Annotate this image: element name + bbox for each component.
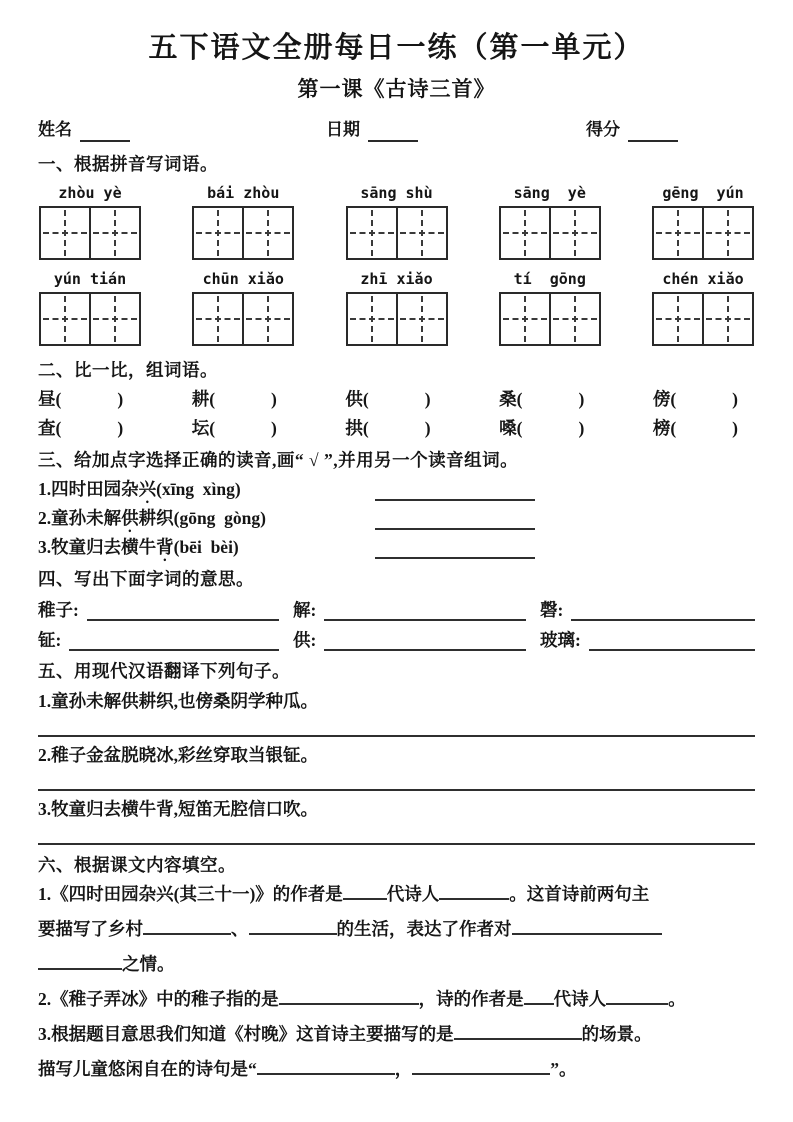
paren-close: ) bbox=[732, 389, 738, 409]
fill-text: 、 bbox=[231, 919, 249, 939]
compare-char: 查 bbox=[38, 418, 56, 438]
section-3-heading: 三、给加点字选择正确的读音,画“ √ ”,并用另一个读音组词。 bbox=[38, 450, 519, 470]
section-5-heading: 五、用现代汉语翻译下列句子。 bbox=[38, 661, 290, 681]
fill-text: 1.《四时田园杂兴(其三十一)》的作者是 bbox=[38, 884, 343, 904]
paren-open: ( bbox=[362, 418, 369, 438]
pinyin-label: yún tián bbox=[53, 270, 127, 288]
grid-cell bbox=[549, 208, 599, 258]
answer-gap[interactable] bbox=[215, 436, 271, 440]
pinyin-label: gēng yún bbox=[662, 184, 744, 202]
date-label: 日期 bbox=[326, 120, 360, 139]
compare-item bbox=[192, 387, 277, 411]
fill-item-1-line-3 bbox=[38, 947, 755, 982]
grid-cell bbox=[41, 294, 89, 344]
paren-close: ) bbox=[271, 418, 277, 438]
grid-cell bbox=[89, 208, 139, 258]
definition-item bbox=[540, 629, 755, 651]
definition-label: 稚子: bbox=[38, 600, 79, 620]
writing-grid[interactable] bbox=[39, 292, 141, 346]
pinyin-column bbox=[191, 268, 295, 346]
fill-blank[interactable] bbox=[606, 988, 668, 1005]
pinyin-column bbox=[498, 268, 602, 346]
question-text bbox=[38, 535, 375, 559]
grid-cell bbox=[501, 208, 549, 258]
fill-text: 代诗人 bbox=[386, 884, 440, 904]
name-blank[interactable] bbox=[80, 122, 130, 142]
translation-line[interactable] bbox=[38, 767, 755, 791]
grid-cell bbox=[654, 208, 702, 258]
fill-item-3-line-1 bbox=[38, 1017, 755, 1052]
compare-char: 榜 bbox=[652, 418, 671, 438]
fill-blank[interactable] bbox=[143, 918, 231, 935]
pinyin-column bbox=[345, 182, 449, 260]
compare-item bbox=[38, 387, 123, 411]
compare-row-2 bbox=[38, 416, 738, 440]
question-text-pre: 3.牧童归去横牛 bbox=[38, 537, 157, 557]
question-text bbox=[38, 506, 375, 530]
fill-text: ， bbox=[394, 1059, 413, 1079]
writing-grid[interactable] bbox=[652, 206, 754, 260]
question-item-3 bbox=[38, 535, 755, 559]
fill-blank[interactable] bbox=[512, 918, 662, 935]
compare-char: 耕 bbox=[191, 389, 210, 409]
translation-line[interactable] bbox=[38, 713, 755, 737]
paren-close: ) bbox=[578, 389, 585, 409]
answer-gap[interactable] bbox=[215, 407, 271, 411]
fill-blank[interactable] bbox=[412, 1058, 550, 1075]
compare-char: 拱 bbox=[345, 418, 363, 438]
definition-item bbox=[293, 599, 540, 621]
translation-line[interactable] bbox=[38, 821, 755, 845]
paren-close: ) bbox=[117, 389, 124, 409]
question-text-post: 耕织(gōng gòng) bbox=[138, 508, 266, 528]
fill-item-2-line-1 bbox=[38, 982, 755, 1017]
definition-blank[interactable] bbox=[324, 632, 526, 651]
compare-char: 傍 bbox=[652, 389, 671, 409]
answer-line[interactable] bbox=[375, 538, 535, 559]
definition-item bbox=[540, 599, 755, 621]
grid-cell bbox=[194, 208, 242, 258]
compare-item bbox=[499, 387, 584, 411]
answer-line[interactable] bbox=[375, 509, 535, 530]
writing-grid[interactable] bbox=[346, 206, 448, 260]
definition-row-1 bbox=[38, 599, 755, 621]
fill-text: 的场景。 bbox=[581, 1024, 652, 1044]
writing-grid[interactable] bbox=[39, 206, 141, 260]
score-label: 得分 bbox=[586, 120, 620, 139]
definition-label: 钲: bbox=[38, 630, 62, 650]
writing-grid[interactable] bbox=[499, 206, 601, 260]
writing-grid[interactable] bbox=[652, 292, 754, 346]
fill-blank[interactable] bbox=[279, 988, 419, 1005]
pinyin-column bbox=[651, 182, 755, 260]
fill-text: ”。 bbox=[550, 1059, 577, 1079]
grid-cell bbox=[396, 208, 446, 258]
question-text bbox=[38, 477, 375, 501]
compare-char: 昼 bbox=[38, 389, 56, 409]
grid-cell bbox=[242, 294, 292, 344]
definition-label: 玻璃: bbox=[540, 630, 581, 650]
pinyin-label: tí gōng bbox=[513, 270, 586, 288]
answer-gap[interactable] bbox=[676, 436, 732, 440]
pinyin-column bbox=[498, 182, 602, 260]
pinyin-column bbox=[651, 268, 755, 346]
pinyin-label: zhòu yè bbox=[58, 184, 122, 202]
pinyin-column bbox=[345, 268, 449, 346]
section-2-heading: 二、比一比，组词语。 bbox=[38, 360, 218, 380]
writing-grid[interactable] bbox=[499, 292, 601, 346]
grid-cell bbox=[41, 208, 89, 258]
pinyin-label: chén xiǎo bbox=[662, 270, 744, 288]
answer-gap[interactable] bbox=[522, 407, 578, 411]
compare-char: 坛 bbox=[191, 418, 210, 438]
header-fields bbox=[38, 118, 755, 142]
dotted-char: 兴 bbox=[138, 479, 157, 499]
translate-sentence-2: 2.稚子金盆脱晓冰,彩丝穿取当银钲。 bbox=[38, 745, 318, 765]
grid-cell bbox=[702, 294, 752, 344]
question-text-pre: 2.童孙未解 bbox=[38, 508, 122, 528]
fill-text: 2.《稚子弄冰》中的稚子指的是 bbox=[38, 989, 279, 1009]
paren-close: ) bbox=[117, 418, 124, 438]
grid-cell bbox=[654, 294, 702, 344]
definition-blank[interactable] bbox=[87, 602, 279, 621]
definition-label: 解: bbox=[293, 600, 317, 620]
pinyin-column bbox=[38, 182, 142, 260]
paren-open: ( bbox=[516, 389, 523, 409]
grid-cell bbox=[242, 208, 292, 258]
compare-row-1 bbox=[38, 387, 738, 411]
grid-cell bbox=[396, 294, 446, 344]
fill-blank[interactable] bbox=[38, 953, 122, 970]
definition-blank[interactable] bbox=[69, 632, 279, 651]
compare-item bbox=[653, 387, 738, 411]
fill-text: ，诗的作者是 bbox=[418, 989, 524, 1009]
name-field bbox=[38, 118, 130, 142]
date-blank[interactable] bbox=[368, 122, 418, 142]
pinyin-label: bái zhòu bbox=[207, 184, 280, 202]
answer-gap[interactable] bbox=[61, 407, 117, 411]
definition-blank[interactable] bbox=[324, 602, 526, 621]
compare-item bbox=[345, 416, 430, 440]
definition-item bbox=[38, 629, 293, 651]
definition-item bbox=[38, 599, 293, 621]
paren-open: ( bbox=[362, 389, 369, 409]
writing-grid[interactable] bbox=[192, 292, 294, 346]
fill-text: 代诗人 bbox=[553, 989, 607, 1009]
grid-cell bbox=[89, 294, 139, 344]
translate-sentence-1: 1.童孙未解供耕织,也傍桑阴学种瓜。 bbox=[38, 691, 318, 711]
answer-gap[interactable] bbox=[522, 436, 578, 440]
question-item-1 bbox=[38, 477, 755, 501]
translate-sentence-3: 3.牧童归去横牛背,短笛无腔信口吹。 bbox=[38, 799, 318, 819]
paren-close: ) bbox=[424, 389, 431, 409]
question-text-post: (xīng xìng) bbox=[156, 479, 241, 499]
compare-item bbox=[499, 416, 584, 440]
definition-blank[interactable] bbox=[589, 632, 755, 651]
pinyin-label: zhī xiǎo bbox=[360, 270, 433, 288]
dotted-char: 供 bbox=[121, 508, 139, 528]
fill-text: 之情。 bbox=[122, 954, 175, 974]
pinyin-row-2 bbox=[38, 268, 755, 346]
fill-blank[interactable] bbox=[257, 1058, 395, 1075]
paren-close: ) bbox=[424, 418, 431, 438]
paren-open: ( bbox=[670, 418, 677, 438]
dotted-char: 背 bbox=[156, 537, 174, 557]
page-subtitle: 第一课《古诗三首》 bbox=[297, 77, 496, 101]
fill-text: 。这首诗前两句主 bbox=[509, 884, 650, 904]
fill-text: 3.根据题目意思我们知道《村晚》这首诗主要描写的是 bbox=[38, 1024, 454, 1044]
fill-item-1-line-2 bbox=[38, 912, 755, 947]
paren-close: ) bbox=[578, 418, 585, 438]
question-text-pre: 1.四时田园杂 bbox=[38, 479, 139, 499]
grid-cell bbox=[348, 208, 396, 258]
page-title: 五下语文全册每日一练（第一单元） bbox=[148, 32, 645, 64]
fill-item-1-line-1 bbox=[38, 877, 755, 912]
paren-open: ( bbox=[209, 418, 216, 438]
fill-blank[interactable] bbox=[249, 918, 337, 935]
score-field bbox=[586, 118, 678, 142]
compare-char: 供 bbox=[345, 389, 363, 409]
paren-open: ( bbox=[516, 418, 523, 438]
date-field bbox=[326, 118, 418, 142]
answer-gap[interactable] bbox=[369, 407, 425, 411]
fill-text: 要描写了乡村 bbox=[38, 919, 143, 939]
compare-item bbox=[653, 416, 738, 440]
fill-blank[interactable] bbox=[454, 1023, 582, 1040]
definition-row-2 bbox=[38, 629, 755, 651]
writing-grid[interactable] bbox=[346, 292, 448, 346]
answer-gap[interactable] bbox=[61, 436, 117, 440]
compare-item bbox=[345, 387, 430, 411]
compare-char: 嗓 bbox=[499, 418, 517, 438]
definition-item bbox=[293, 629, 540, 651]
section-1-heading: 一、根据拼音写词语。 bbox=[38, 154, 218, 174]
name-label: 姓名 bbox=[38, 120, 72, 139]
score-blank[interactable] bbox=[628, 122, 678, 142]
pinyin-column bbox=[38, 268, 142, 346]
fill-text: 。 bbox=[668, 989, 686, 1009]
fill-blank[interactable] bbox=[524, 988, 554, 1005]
paren-close: ) bbox=[271, 389, 277, 409]
pinyin-label: chūn xiǎo bbox=[202, 270, 284, 288]
fill-blank[interactable] bbox=[343, 883, 387, 900]
definition-label: 磬: bbox=[540, 600, 564, 620]
grid-cell bbox=[702, 208, 752, 258]
paren-open: ( bbox=[209, 389, 216, 409]
compare-item bbox=[192, 416, 277, 440]
definition-blank[interactable] bbox=[571, 602, 755, 621]
grid-cell bbox=[501, 294, 549, 344]
section-4-heading: 四、写出下面字词的意思。 bbox=[38, 569, 254, 589]
answer-line[interactable] bbox=[375, 480, 535, 501]
answer-gap[interactable] bbox=[369, 436, 425, 440]
fill-item-3-line-2 bbox=[38, 1052, 755, 1087]
pinyin-column bbox=[191, 182, 295, 260]
compare-item bbox=[38, 416, 123, 440]
paren-close: ) bbox=[732, 418, 738, 438]
fill-text: 描写儿童悠闲自在的诗句是“ bbox=[38, 1059, 257, 1079]
answer-gap[interactable] bbox=[676, 407, 732, 411]
fill-blank[interactable] bbox=[439, 883, 509, 900]
grid-cell bbox=[549, 294, 599, 344]
pinyin-label: sāng shù bbox=[360, 184, 433, 202]
paren-open: ( bbox=[670, 389, 677, 409]
pinyin-row-1 bbox=[38, 182, 755, 260]
pinyin-label: sāng yè bbox=[513, 184, 586, 202]
question-item-2 bbox=[38, 506, 755, 530]
fill-text: 的生活，表达了作者对 bbox=[336, 919, 512, 939]
definition-label: 供: bbox=[293, 630, 317, 650]
writing-grid[interactable] bbox=[192, 206, 294, 260]
grid-cell bbox=[194, 294, 242, 344]
paren-open: ( bbox=[55, 418, 62, 438]
compare-char: 桑 bbox=[499, 389, 517, 409]
question-text-post: (bēi bèi) bbox=[173, 537, 239, 557]
paren-open: ( bbox=[55, 389, 62, 409]
grid-cell bbox=[348, 294, 396, 344]
section-6-heading: 六、根据课文内容填空。 bbox=[38, 855, 236, 875]
